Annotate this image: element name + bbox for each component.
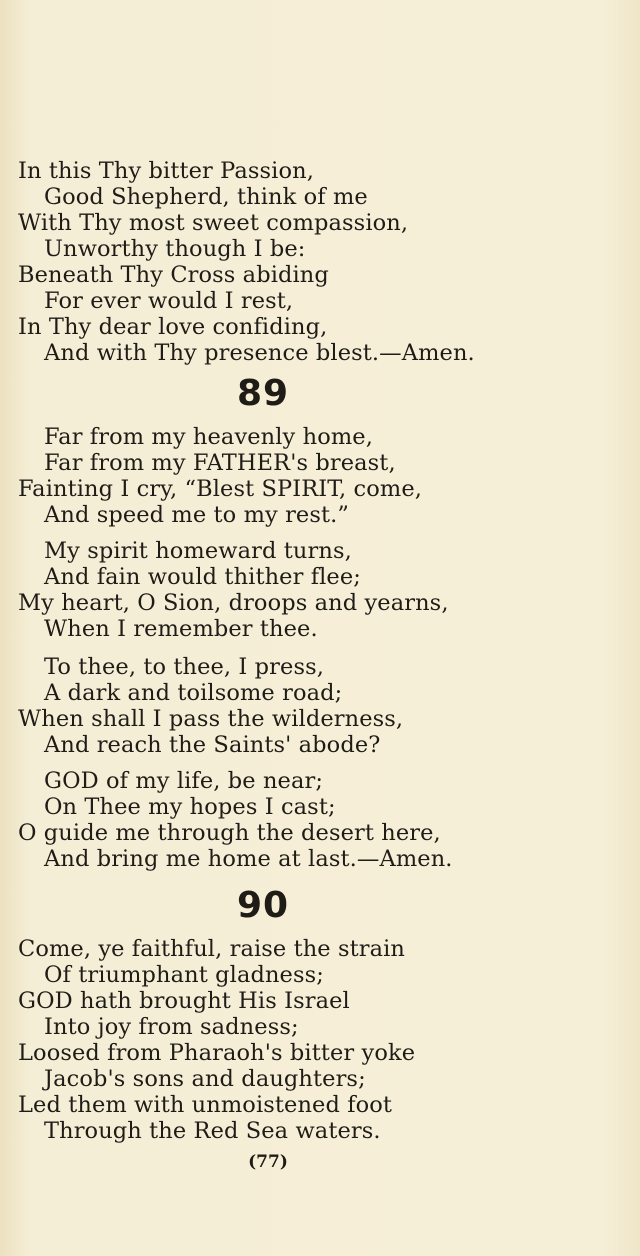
verse-line: Beneath Thy Cross abiding — [18, 262, 329, 288]
hymn-number-89: 89 — [236, 373, 290, 414]
verse-line: Led them with unmoistened foot — [18, 1092, 393, 1118]
verse-line: GOD hath brought His Israel — [18, 988, 350, 1014]
verse-line: And fain would thither flee; — [44, 564, 361, 590]
hymn-89-stanza-2 — [18, 538, 618, 642]
verse-line: And with Thy presence blest.—Amen. — [44, 340, 475, 366]
verse-line: A dark and toilsome road; — [44, 680, 343, 706]
verse-line: In this Thy bitter Passion, — [18, 158, 314, 184]
verse-line: Good Shepherd, think of me — [44, 184, 368, 210]
hymn-number-90: 90 — [236, 885, 290, 926]
verse-line: With Thy most sweet compassion, — [18, 210, 409, 236]
verse-line: Far from my heavenly home, — [44, 424, 373, 450]
verse-line: GOD of my life, be near; — [44, 768, 324, 794]
verse-line: My spirit homeward turns, — [44, 538, 352, 564]
verse-line: O guide me through the desert here, — [18, 820, 441, 846]
verse-line: When shall I pass the wilderness, — [18, 706, 404, 732]
verse-line: Far from my FATHER's breast, — [44, 450, 396, 476]
verse-line: Fainting I cry, “Blest SPIRIT, come, — [18, 476, 423, 502]
page-number: (77) — [248, 1152, 288, 1172]
verse-line: Unworthy though I be: — [44, 236, 306, 262]
verse-line: Jacob's sons and daughters; — [44, 1066, 366, 1092]
verse-line: And bring me home at last.—Amen. — [44, 846, 453, 872]
hymn-88-final-stanza — [18, 158, 618, 366]
hymn-89-stanza-4 — [18, 768, 618, 872]
hymn-90-stanza-1 — [18, 936, 618, 1144]
verse-line: Of triumphant gladness; — [44, 962, 324, 988]
hymn-89-stanza-3 — [18, 654, 618, 758]
verse-line: For ever would I rest, — [44, 288, 294, 314]
verse-line: On Thee my hopes I cast; — [44, 794, 336, 820]
verse-line: In Thy dear love confiding, — [18, 314, 328, 340]
verse-line: And speed me to my rest.” — [44, 502, 349, 528]
verse-line: And reach the Saints' abode? — [44, 732, 381, 758]
verse-line: Come, ye faithful, raise the strain — [18, 936, 406, 962]
hymn-89-stanza-1 — [18, 424, 618, 528]
verse-line: My heart, O Sion, droops and yearns, — [18, 590, 449, 616]
verse-line: Into joy from sadness; — [44, 1014, 299, 1040]
verse-line: To thee, to thee, I press, — [44, 654, 324, 680]
verse-line: Loosed from Pharaoh's bitter yoke — [18, 1040, 416, 1066]
verse-line: When I remember thee. — [44, 616, 318, 642]
verse-line: Through the Red Sea waters. — [44, 1118, 381, 1144]
